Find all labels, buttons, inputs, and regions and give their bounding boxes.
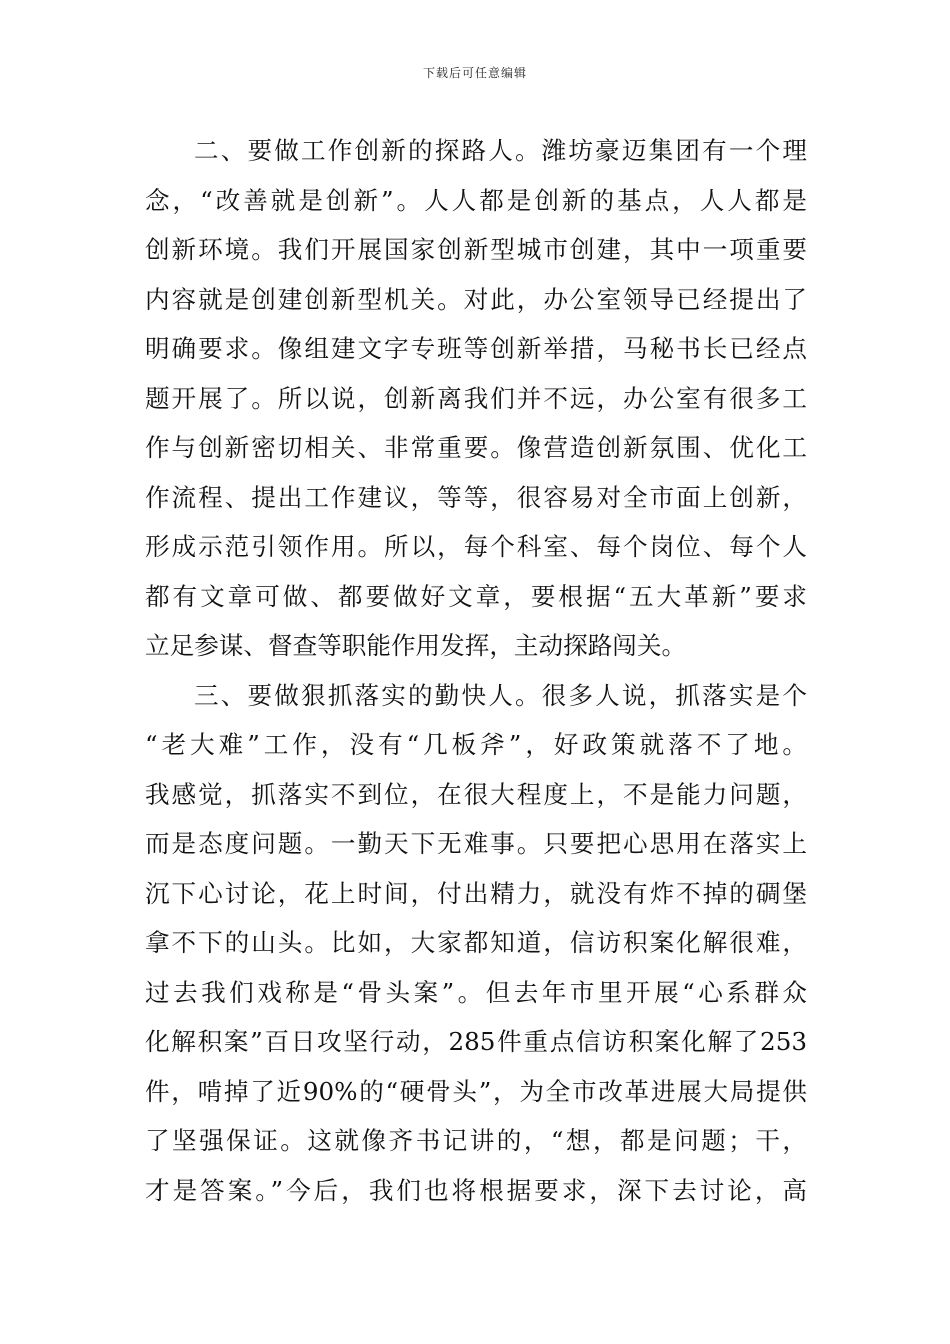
text-line: 内容就是创建创新型机关。对此，办公室领导已经提出了 xyxy=(145,284,807,314)
text-line: 三、要做狠抓落实的勤快人。很多人说，抓落实是个 xyxy=(194,680,807,710)
text-line: 沉下心讨论，花上时间，付出精力，就没有炸不掉的碉堡 xyxy=(145,878,807,908)
text-line: “老大难”工作，没有“几板斧”，好政策就落不了地。 xyxy=(145,730,807,759)
text-line: 立足参谋、督查等职能作用发挥，主动探路闯关。 xyxy=(145,631,687,660)
text-line: 题开展了。所以说，创新离我们并不远，办公室有很多工 xyxy=(145,383,807,413)
paragraph-innovation xyxy=(145,126,807,671)
text-line: 念，“改善就是创新”。人人都是创新的基点，人人都是 xyxy=(145,185,807,215)
text-line: 二、要做工作创新的探路人。潍坊豪迈集团有一个理 xyxy=(194,136,807,165)
text-line: 创新环境。我们开展国家创新型城市创建，其中一项重要 xyxy=(145,235,807,264)
paragraph-implementation xyxy=(145,671,807,1216)
document-body xyxy=(145,126,807,1215)
text-line: 才是答案。”今后，我们也将根据要求，深下去讨论，高 xyxy=(145,1175,807,1205)
text-line: 了坚强保证。这就像齐书记讲的，“想，都是问题；干， xyxy=(145,1126,807,1155)
text-line: 作流程、提出工作建议，等等，很容易对全市面上创新， xyxy=(145,482,807,512)
text-line: 化解积案”百日攻坚行动，285件重点信访积案化解了253 xyxy=(145,1027,807,1056)
text-line: 形成示范引领作用。所以，每个科室、每个岗位、每个人 xyxy=(145,532,807,561)
text-line: 都有文章可做、都要做好文章，要根据“五大革新”要求 xyxy=(145,581,807,611)
text-line: 拿不下的山头。比如，大家都知道，信访积案化解很难， xyxy=(145,928,807,957)
text-line: 我感觉，抓落实不到位，在很大程度上，不是能力问题， xyxy=(145,779,807,809)
text-line: 作与创新密切相关、非常重要。像营造创新氛围、优化工 xyxy=(145,433,807,462)
text-line: 过去我们戏称是“骨头案”。但去年市里开展“心系群众 xyxy=(145,977,807,1007)
text-line: 而是态度问题。一勤天下无难事。只要把心思用在落实上 xyxy=(145,829,807,858)
text-line: 明确要求。像组建文字专班等创新举措，马秘书长已经点 xyxy=(145,334,807,363)
text-line: 件，啃掉了近90%的“硬骨头”，为全市改革进展大局提供 xyxy=(145,1076,807,1106)
page-header: 下载后可任意编辑 xyxy=(422,66,527,80)
